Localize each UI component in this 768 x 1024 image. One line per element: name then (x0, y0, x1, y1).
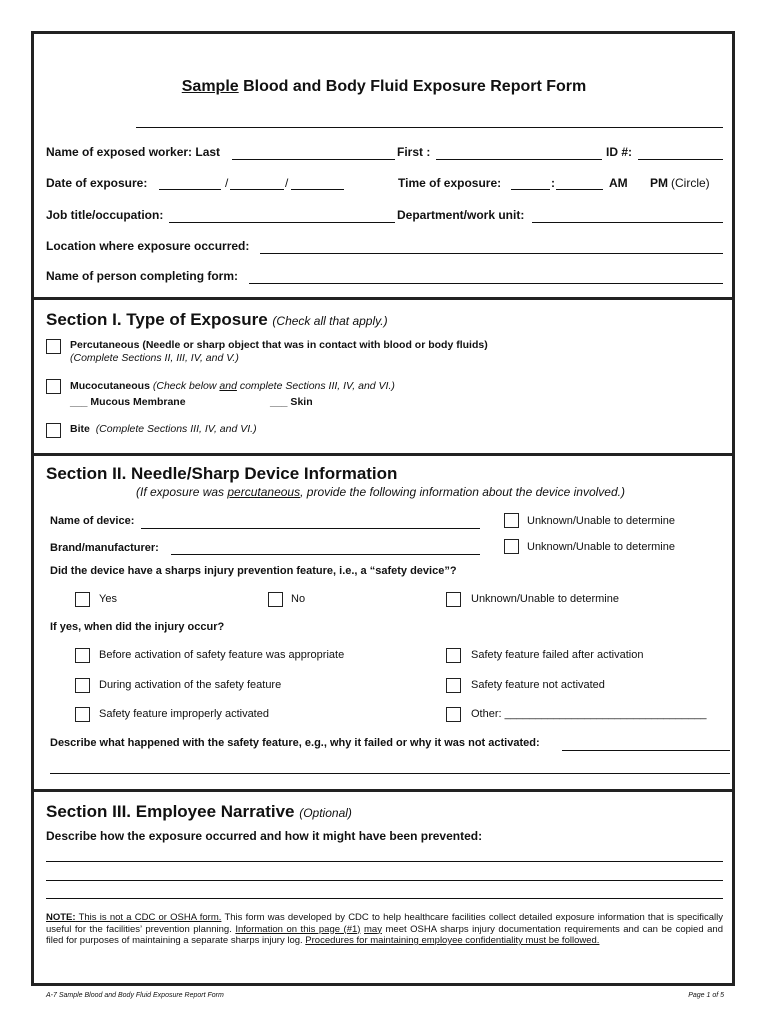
am-option[interactable]: AM (609, 176, 628, 190)
time-minute-field[interactable] (556, 189, 603, 190)
describe-safety-label: Describe what happened with the safety feature, e.g., why it failed or why it was not activated: (50, 737, 540, 749)
device-unknown-label: Unknown/Unable to determine (527, 515, 675, 527)
page-title: Sample Blood and Body Fluid Exposure Report Form (181, 78, 587, 95)
device-unknown-checkbox[interactable] (504, 513, 519, 528)
mucocutaneous-label: Mucocutaneous (Check below and complete Sections III, IV, and VI.) (70, 380, 395, 392)
other-checkbox[interactable] (446, 707, 461, 722)
mucocutaneous-checkbox[interactable] (46, 379, 61, 394)
improperly-activated-label: Safety feature improperly activated (99, 708, 269, 720)
id-field[interactable] (638, 159, 723, 160)
date-label: Date of exposure: (46, 176, 148, 190)
failed-after-label: Safety feature failed after activation (471, 649, 644, 661)
job-label: Job title/occupation: (46, 208, 164, 222)
device-name-label: Name of device: (50, 515, 135, 527)
name-last-label: Name of exposed worker: Last (46, 145, 221, 159)
section-divider (31, 453, 735, 456)
location-field[interactable] (260, 253, 723, 254)
section-divider (31, 297, 735, 300)
describe-safety-field[interactable] (562, 750, 730, 751)
section2-title: Section II. Needle/Sharp Device Information (46, 464, 398, 483)
department-field[interactable] (532, 222, 723, 223)
during-activation-checkbox[interactable] (75, 678, 90, 693)
time-hour-field[interactable] (511, 189, 550, 190)
bite-label: Bite (Complete Sections III, IV, and VI.) (70, 423, 257, 435)
failed-after-checkbox[interactable] (446, 648, 461, 663)
date-separator: / (285, 176, 289, 190)
department-label: Department/work unit: (397, 208, 525, 222)
narrative-prompt: Describe how the exposure occurred and how it might have been prevented: (46, 829, 483, 843)
first-name-label: First : (397, 145, 431, 159)
date-separator: / (225, 176, 229, 190)
before-activation-label: Before activation of safety feature was appropriate (99, 649, 345, 661)
first-name-field[interactable] (436, 159, 602, 160)
other-label: Other: _________________________________ (471, 708, 707, 720)
narrative-line-2[interactable] (46, 880, 723, 881)
percutaneous-note: (Complete Sections II, III, IV, and V.) (70, 352, 239, 364)
safety-device-question: Did the device have a sharps injury prevention feature, i.e., a “safety device”? (50, 565, 457, 577)
yes-label: Yes (99, 593, 117, 605)
location-label: Location where exposure occurred: (46, 239, 250, 253)
improperly-activated-checkbox[interactable] (75, 707, 90, 722)
title-rule (136, 127, 723, 128)
bite-checkbox[interactable] (46, 423, 61, 438)
before-activation-checkbox[interactable] (75, 648, 90, 663)
device-name-field[interactable] (141, 528, 480, 529)
pm-option[interactable]: PM (650, 176, 668, 190)
section-divider (31, 789, 735, 792)
no-checkbox[interactable] (268, 592, 283, 607)
narrative-line-3[interactable] (46, 898, 723, 899)
time-label: Time of exposure: (398, 176, 502, 190)
id-label: ID #: (606, 145, 633, 159)
completing-field[interactable] (249, 283, 723, 284)
not-activated-checkbox[interactable] (446, 678, 461, 693)
time-separator: : (551, 176, 555, 190)
safety-unknown-checkbox[interactable] (446, 592, 461, 607)
circle-note: (Circle) (671, 176, 710, 190)
yes-checkbox[interactable] (75, 592, 90, 607)
completing-label: Name of person completing form: (46, 269, 239, 283)
brand-unknown-label: Unknown/Unable to determine (527, 541, 675, 553)
brand-unknown-checkbox[interactable] (504, 539, 519, 554)
skin-option[interactable]: ___ Skin (270, 396, 313, 408)
when-question: If yes, when did the injury occur? (50, 621, 225, 633)
job-field[interactable] (169, 222, 395, 223)
percutaneous-label: Percutaneous (Needle or sharp object that was in contact with blood or body fluids) (70, 339, 488, 351)
safety-unknown-label: Unknown/Unable to determine (471, 593, 619, 605)
brand-label: Brand/manufacturer: (50, 542, 159, 554)
narrative-line-1[interactable] (46, 861, 723, 862)
mucous-membrane-option[interactable]: ___ Mucous Membrane (70, 396, 186, 408)
note-paragraph: NOTE: This is not a CDC or OSHA form. This form was developed by CDC to help healthcare facilities collect detailed exposure information that is specifically useful for the facilities’ prevention planning. Information on this page (#1) may meet OSHA sharps injury documentation requirements and can be copied and filed for purposes of maintaining a separate sharps injury log. Procedures for maintaining employee confidentiality must be followed. (46, 912, 723, 946)
no-label: No (291, 593, 306, 605)
date-year-field[interactable] (291, 189, 344, 190)
date-day-field[interactable] (230, 189, 284, 190)
not-activated-label: Safety feature not activated (471, 679, 605, 691)
brand-field[interactable] (171, 554, 480, 555)
section3-title: Section III. Employee Narrative (Optional) (46, 802, 352, 821)
percutaneous-checkbox[interactable] (46, 339, 61, 354)
section1-title: Section I. Type of Exposure (Check all that apply.) (46, 310, 388, 329)
describe-safety-field-line2[interactable] (50, 773, 730, 774)
footer-form-name: A-7 Sample Blood and Body Fluid Exposure Report Form (46, 992, 224, 999)
footer-page-number: Page 1 of 5 (688, 992, 724, 999)
during-activation-label: During activation of the safety feature (99, 679, 282, 691)
name-last-field[interactable] (232, 159, 395, 160)
date-month-field[interactable] (159, 189, 221, 190)
section2-subtitle: (If exposure was percutaneous, provide the following information about the device involved.) (136, 485, 625, 499)
